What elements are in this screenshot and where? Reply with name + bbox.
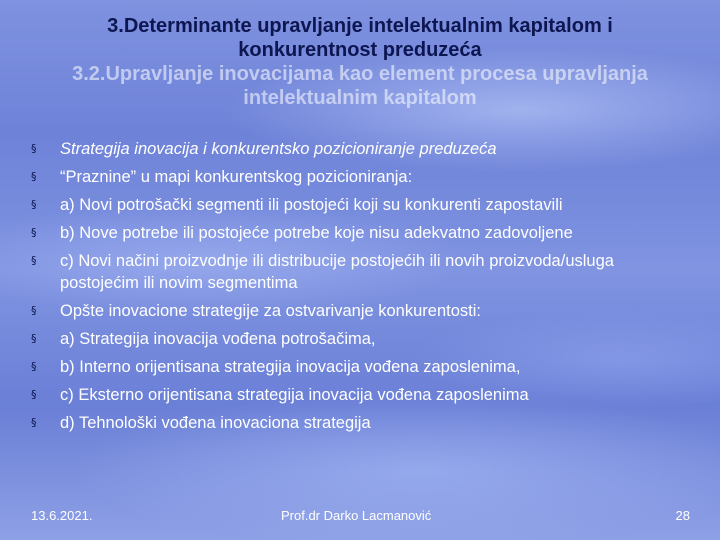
square-bullet-icon: § [31,360,37,373]
bullet-text: “Praznine” u mapi konkurentskog pozicioniranja: [60,168,413,186]
square-bullet-icon: § [31,142,37,155]
square-bullet-icon: § [31,170,37,183]
square-bullet-icon: § [31,226,37,239]
slide-title [0,14,720,110]
bullet-item [31,384,691,406]
bullet-text: d) Tehnološki vođena inovaciona strategija [60,414,371,432]
bullet-item [31,138,691,160]
bullet-text: Opšte inovacione strategije za ostvarivanje konkurentosti: [60,302,481,320]
title-line-1: 3.Determinante upravljanje intelektualnim kapitalom i [107,15,613,37]
bullet-text: b) Interno orijentisana strategija inovacija vođena zaposlenima, [60,358,521,376]
square-bullet-icon: § [31,198,37,211]
bullet-text: a) Novi potrošački segmenti ili postojeći koji su konkurenti zapostavili [60,196,563,214]
square-bullet-icon: § [31,388,37,401]
bullet-text: a) Strategija inovacija vođena potrošačima, [60,330,376,348]
square-bullet-icon: § [31,254,37,267]
square-bullet-icon: § [31,416,37,429]
footer-date: 13.6.2021. [31,508,93,523]
bullet-text: b) Nove potrebe ili postojeće potrebe koje nisu adekvatno zadovoljene [60,224,573,242]
title-line-2: konkurentnost preduzeća [238,39,482,61]
footer-author: Prof.dr Darko Lacmanović [281,508,432,523]
bullet-item [31,328,691,350]
bullet-item [31,166,691,188]
bullet-text: c) Eksterno orijentisana strategija inovacija vođena zaposlenima [60,386,529,404]
bullet-item [31,222,691,244]
bullet-text: Strategija inovacija i konkurentsko pozicioniranje preduzeća [60,140,497,158]
bullet-item [31,300,691,322]
square-bullet-icon: § [31,304,37,317]
bullet-list [31,138,691,440]
subtitle-line-1: 3.2.Upravljanje inovacijama kao element procesa upravljanja [72,63,648,85]
page-number: 28 [675,508,690,523]
subtitle-line-2: intelektualnim kapitalom [243,87,477,109]
bullet-item [31,412,691,434]
bullet-item [31,194,691,216]
bullet-text: c) Novi načini proizvodnje ili distribucije postojećih ili novih proizvoda/usluga postojećim ili novim segmentima [60,252,614,292]
bullet-item [31,356,691,378]
bullet-item [31,250,691,294]
square-bullet-icon: § [31,332,37,345]
